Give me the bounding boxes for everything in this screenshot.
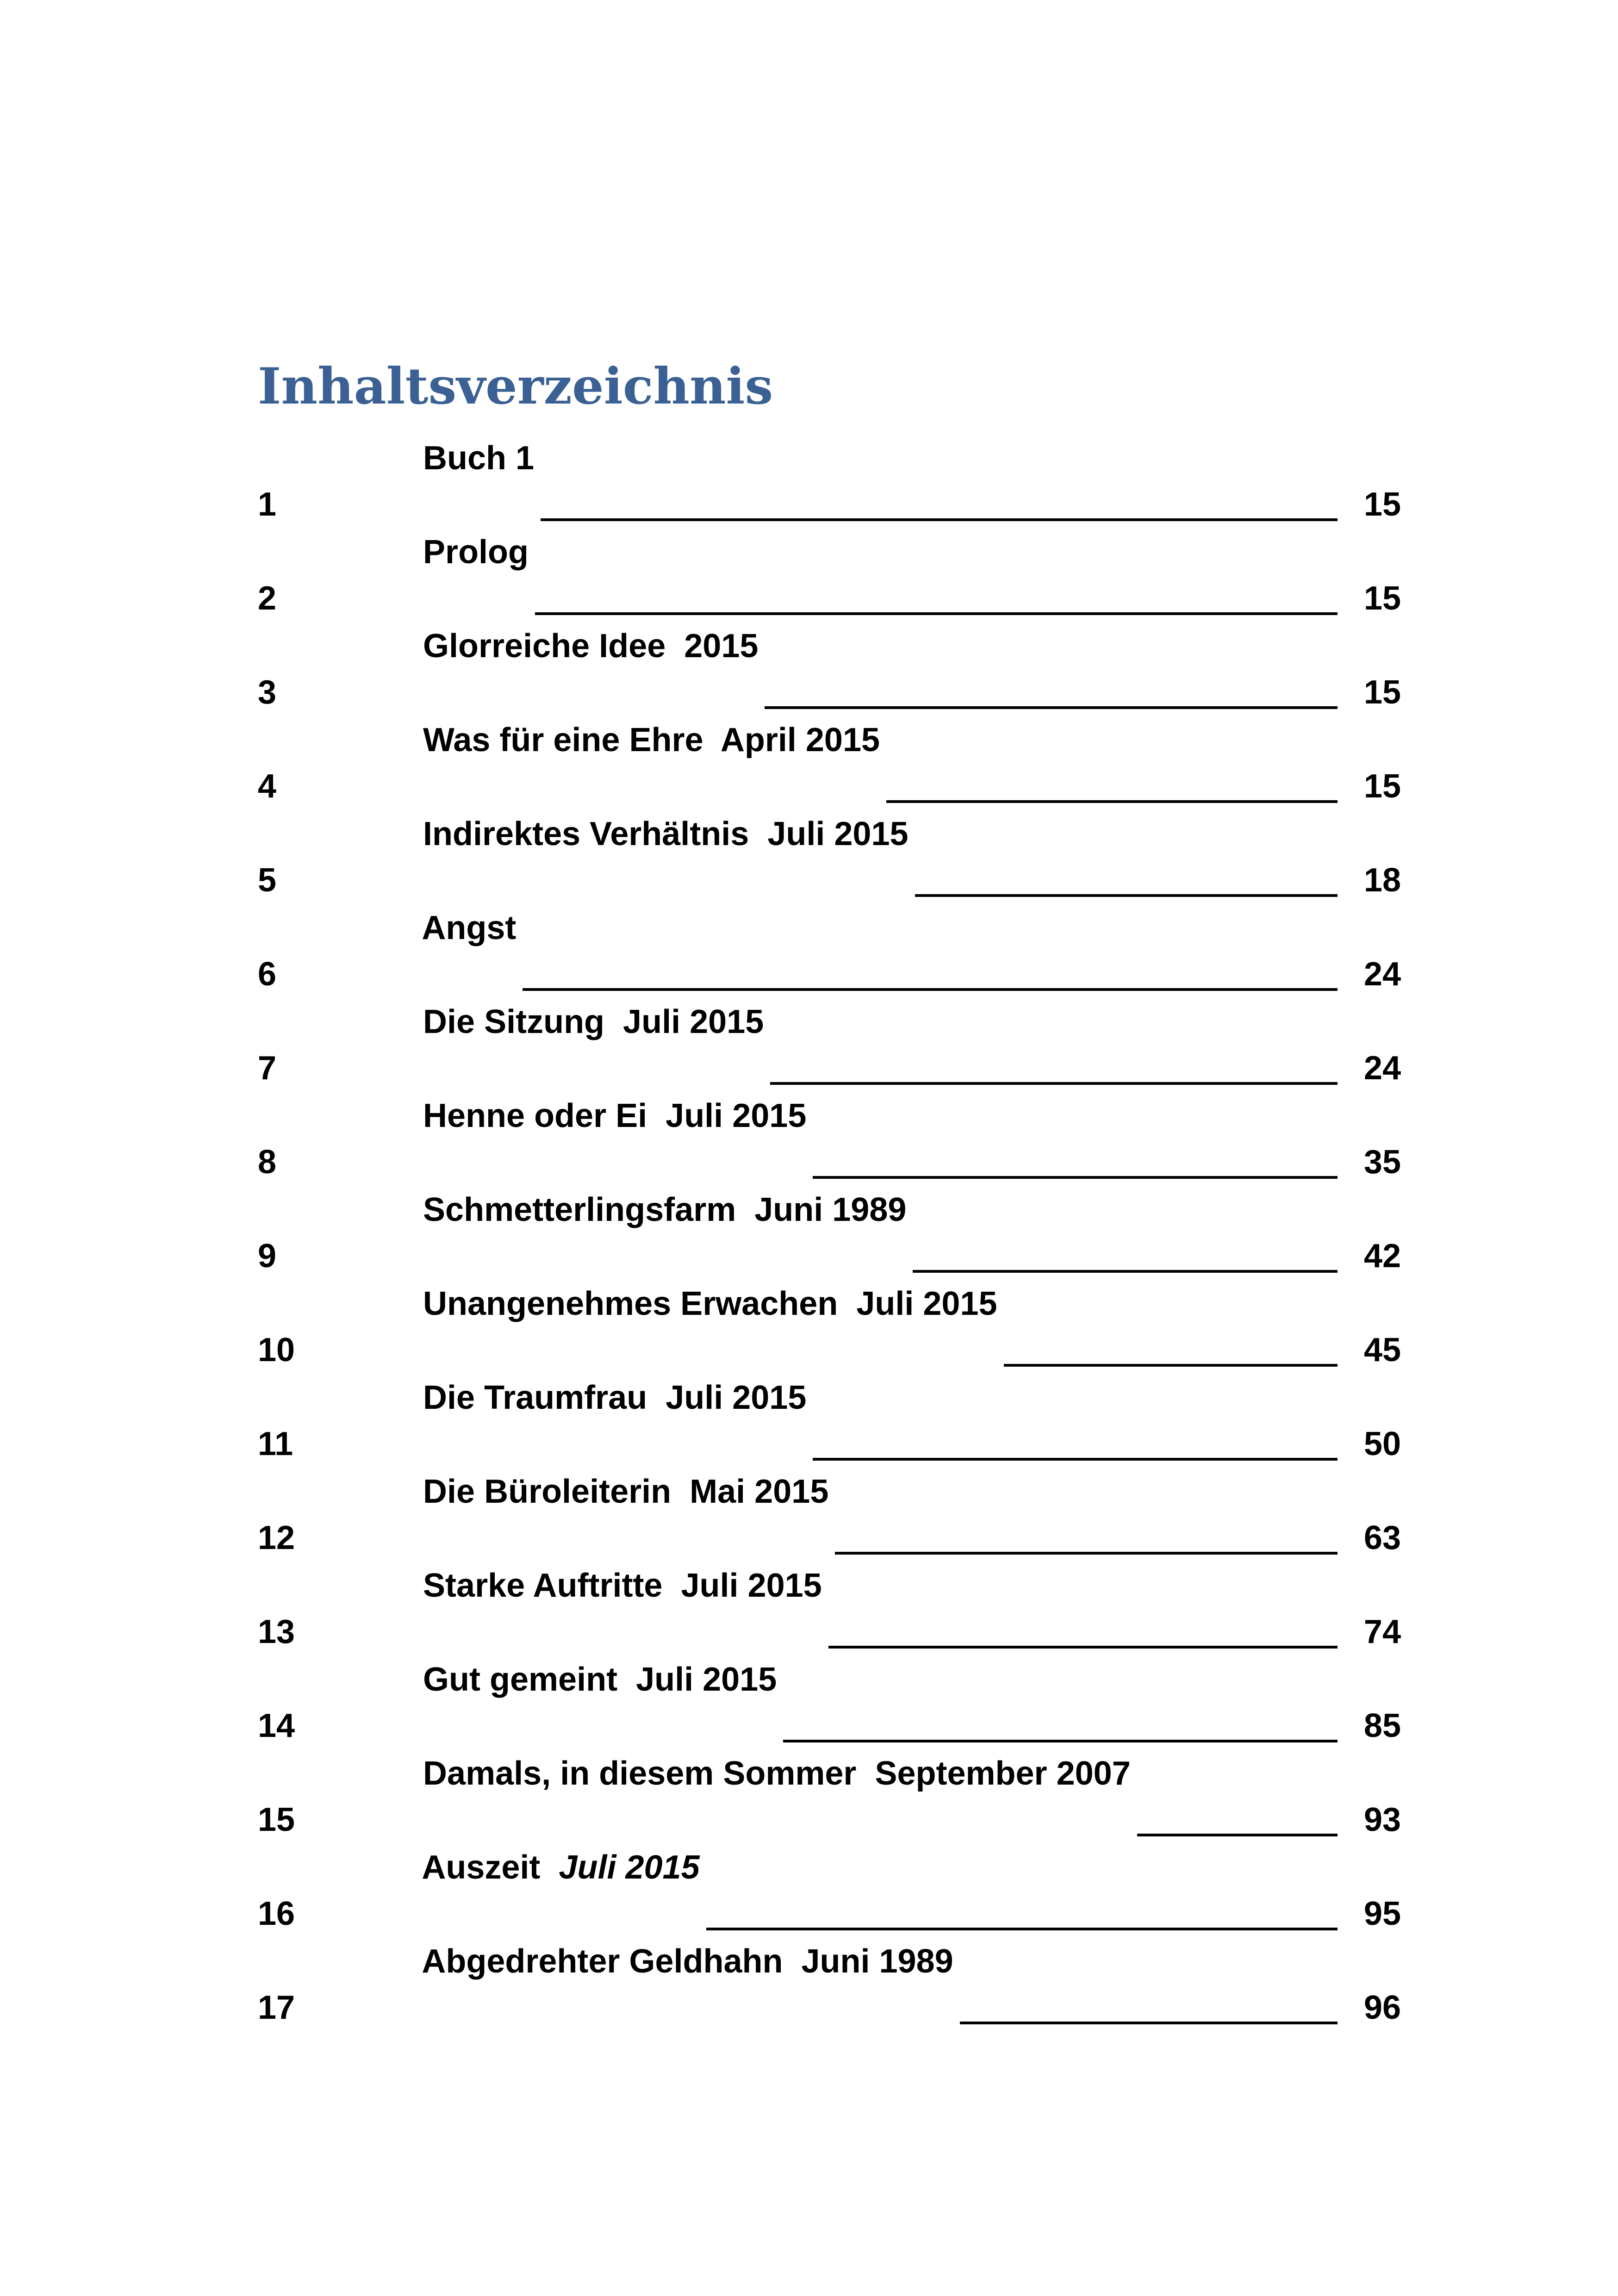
toc-entry-title: Henne oder Ei: [423, 1097, 647, 1134]
toc-entry-page: 50: [1363, 1425, 1401, 1462]
toc-entry-number: 8: [258, 1144, 277, 1181]
toc-entry-date: Mai 2015: [690, 1473, 829, 1510]
toc-entry-date: Juni 1989: [801, 1943, 953, 1980]
toc-entry-date: September 2007: [875, 1755, 1131, 1792]
toc-leader-line: [813, 1458, 1338, 1461]
toc-entry-page: 63: [1363, 1519, 1401, 1556]
toc-entry-number: 17: [258, 1989, 295, 2026]
toc-leader-line: [835, 1552, 1338, 1555]
toc-entry-page: 24: [1363, 1050, 1401, 1087]
table-of-contents: [258, 440, 1401, 2078]
toc-entry-page: 15: [1363, 580, 1401, 617]
toc-entry-page: 15: [1363, 768, 1401, 805]
toc-entry-title: Die Sitzung: [423, 1003, 605, 1040]
toc-entry-title: Starke Auftritte: [423, 1567, 663, 1604]
toc-entry-number: 6: [258, 956, 277, 993]
toc-entry-date: April 2015: [720, 722, 880, 759]
toc-entry-number: 5: [258, 862, 277, 899]
toc-entry-number: 3: [258, 674, 277, 711]
toc-entry-title: Damals, in diesem Sommer: [423, 1755, 857, 1792]
toc-entry-title: Was für eine Ehre: [423, 722, 703, 759]
toc-leader-line: [770, 1082, 1338, 1085]
toc-entry-page: 45: [1363, 1332, 1401, 1369]
toc-entry-date: Juli 2015: [767, 815, 909, 852]
toc-entry-title: Die Traumfrau: [423, 1379, 647, 1416]
toc-entry-title: Prolog: [423, 534, 529, 571]
toc-leader-line: [1137, 1834, 1338, 1836]
toc-leader-line: [1004, 1364, 1338, 1367]
toc-leader-line: [915, 894, 1338, 897]
toc-entry-number: 13: [258, 1613, 295, 1650]
toc-entry-number: 10: [258, 1332, 295, 1369]
toc-entry-page: 93: [1363, 1801, 1401, 1838]
toc-entry-page: 35: [1363, 1144, 1401, 1181]
toc-leader-line: [541, 518, 1338, 521]
toc-entry-17[interactable]: [258, 1943, 1401, 2078]
toc-entry-number: 15: [258, 1801, 295, 1838]
toc-entry-title: Gut gemeint: [423, 1661, 618, 1698]
toc-leader-line: [828, 1646, 1338, 1649]
toc-entry-number: 9: [258, 1238, 277, 1275]
toc-entry-page: 15: [1363, 486, 1401, 523]
toc-entry-page: 15: [1363, 674, 1401, 711]
toc-entry-number: 4: [258, 768, 277, 805]
toc-entry-date: Juli 2015: [856, 1285, 997, 1322]
toc-entry-title: Unangenehmes Erwachen: [423, 1285, 838, 1322]
toc-heading: Inhaltsverzeichnis: [258, 357, 773, 416]
toc-entry-number: 1: [258, 486, 277, 523]
toc-entry-title: Auszeit: [422, 1849, 541, 1886]
toc-entry-date: Juli 2015: [636, 1661, 777, 1698]
toc-entry-page: 18: [1363, 862, 1401, 899]
toc-entry-date: Juli 2015: [623, 1003, 764, 1040]
toc-entry-date: Juli 2015: [666, 1379, 807, 1416]
toc-leader-line: [960, 2022, 1338, 2024]
toc-entry-number: 2: [258, 580, 277, 617]
toc-leader-line: [886, 800, 1338, 803]
toc-entry-number: 12: [258, 1519, 295, 1556]
toc-entry-title: Indirektes Verhältnis: [423, 815, 749, 852]
toc-entry-date: Juni 1989: [754, 1191, 907, 1228]
toc-entry-page: 96: [1363, 1989, 1401, 2026]
toc-entry-page: 24: [1363, 956, 1401, 993]
toc-entry-title: Angst: [422, 909, 517, 946]
toc-entry-number: 16: [258, 1895, 295, 1932]
toc-entry-number: 11: [258, 1425, 293, 1462]
toc-entry-page: 95: [1363, 1895, 1401, 1932]
toc-entry-page: 85: [1363, 1707, 1401, 1744]
toc-entry-number: 14: [258, 1707, 295, 1744]
toc-entry-date: Juli 2015: [681, 1567, 822, 1604]
toc-entry-body: [349, 1943, 1401, 2031]
toc-entry-title: Buch 1: [423, 440, 535, 477]
toc-entry-number: 7: [258, 1050, 277, 1087]
toc-entry-date: Juli 2015: [559, 1849, 700, 1886]
toc-entry-title: Die Büroleiterin: [423, 1473, 672, 1510]
toc-entry-title: Glorreiche Idee: [423, 628, 666, 665]
toc-entry-date: 2015: [684, 628, 759, 665]
toc-entry-title: Abgedrehter Geldhahn: [422, 1943, 783, 1980]
toc-entry-date: Juli 2015: [666, 1097, 807, 1134]
toc-entry-title: Schmetterlingsfarm: [423, 1191, 736, 1228]
toc-entry-page: 42: [1363, 1238, 1401, 1275]
toc-entry-page: 74: [1363, 1613, 1401, 1650]
